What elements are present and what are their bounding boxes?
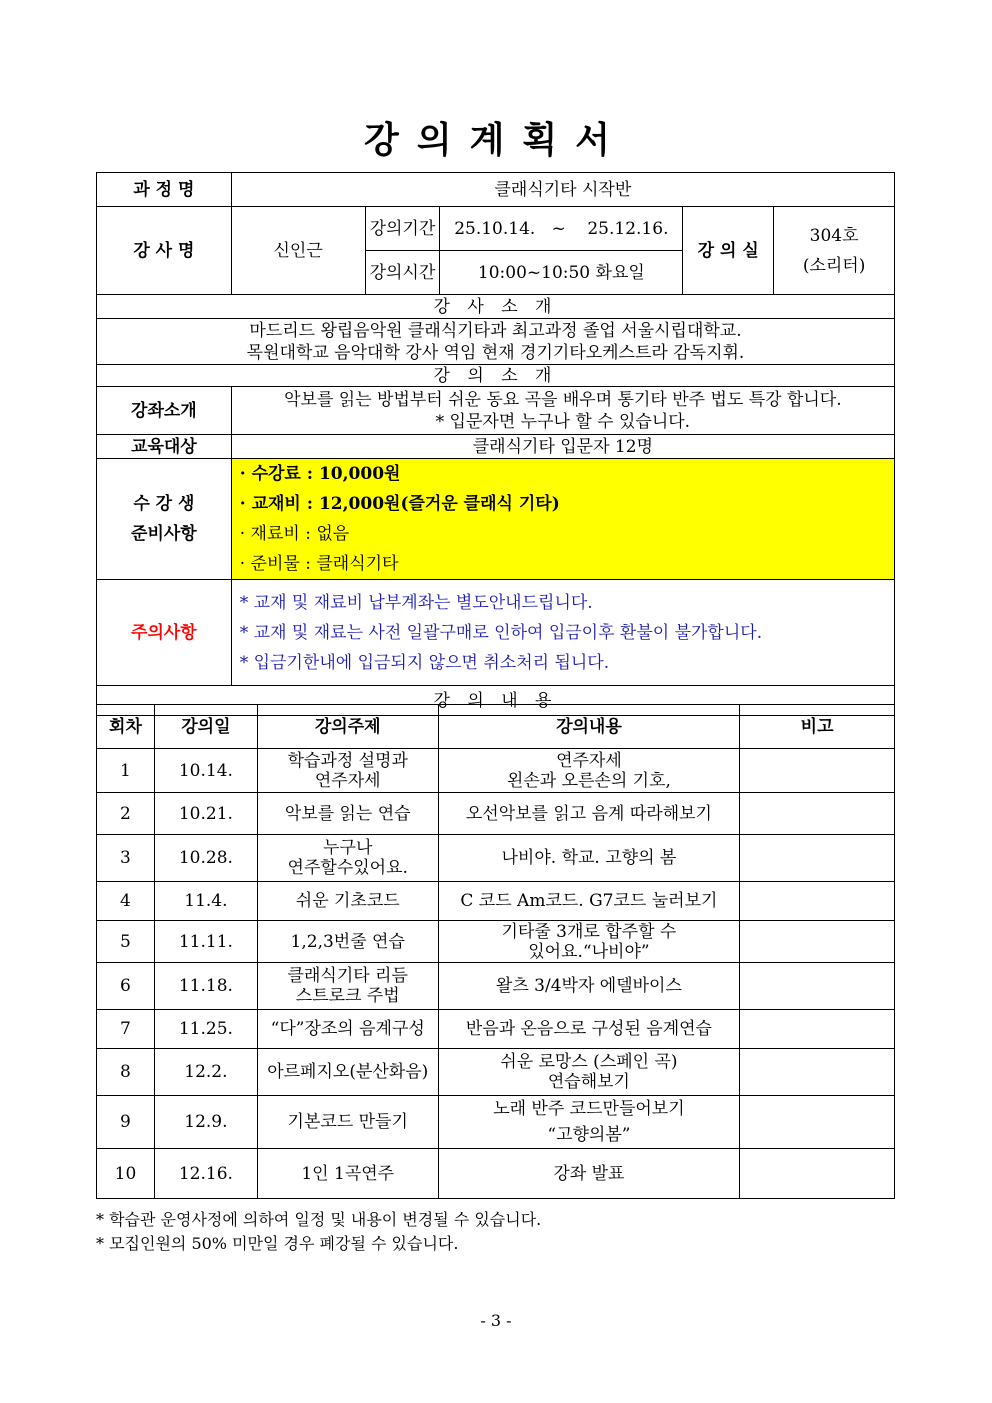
preparation-item: · 수강료 : 10,000원 (239, 464, 401, 484)
table-row (97, 963, 895, 1010)
instructor-intro-header: 강 사 소 개 (97, 295, 895, 319)
session-content-line: 노래 반주 코드만들어보기 (493, 1099, 685, 1119)
session-content (438, 1096, 740, 1149)
session-topic-line: 학습과정 설명과 (287, 750, 408, 771)
preparation-item: · 준비물 : 클래식기타 (239, 554, 399, 574)
session-number: 10 (97, 1149, 155, 1199)
session-content (438, 1149, 740, 1199)
session-note (740, 793, 895, 835)
session-topic (257, 749, 438, 793)
session-content (438, 835, 740, 882)
preparation-item: · 교재비 : 12,000원(즐거운 클래식 기타) (239, 494, 560, 514)
session-topic (257, 963, 438, 1010)
notice-item: * 교재 및 재료는 사전 일괄구매로 인하여 입금이후 환불이 불가합니다. (239, 622, 763, 643)
table-row (97, 793, 895, 835)
page-title: 강의계획서 (364, 119, 628, 161)
table-row (97, 835, 895, 882)
preparation-label-line: 수 강 생 (133, 494, 195, 514)
session-content-line: 왼손과 오른손의 기호, (506, 770, 671, 791)
session-content-line: C 코드 Am코드. G7코드 눌러보기 (460, 891, 718, 911)
notice-item: * 입금기한내에 입금되지 않으면 취소처리 됩니다. (239, 652, 610, 673)
session-date: 12.2. (154, 1049, 257, 1096)
footnote: * 모집인원의 50% 미만일 경우 폐강될 수 있습니다. (96, 1234, 459, 1253)
session-content-line: 반음과 온음으로 구성된 음계연습 (465, 1019, 712, 1039)
session-date: 10.21. (154, 793, 257, 835)
table-row (97, 1149, 895, 1199)
session-note (740, 963, 895, 1010)
session-topic-line: 악보를 읽는 연습 (284, 803, 411, 824)
session-content-line: 강좌 발표 (553, 1163, 625, 1184)
preparation-label (97, 459, 232, 580)
session-note (740, 1010, 895, 1049)
lecture-intro-body (231, 387, 894, 435)
column-header-note: 비고 (740, 705, 895, 749)
table-row (97, 882, 895, 921)
notice-label: 주의사항 (97, 580, 232, 686)
session-date: 12.16. (154, 1149, 257, 1199)
table-row (97, 1096, 895, 1149)
session-date: 11.11. (154, 921, 257, 963)
session-topic-line: 아르페지오(분산화음) (267, 1062, 429, 1082)
session-content (438, 882, 740, 921)
session-number: 1 (97, 749, 155, 793)
session-topic (257, 1049, 438, 1096)
notice-item: * 교재 및 재료비 납부계좌는 별도안내드립니다. (239, 592, 593, 613)
lecture-intro-header: 강 의 소 개 (97, 365, 895, 387)
session-topic-line: 연주할수있어요. (287, 858, 408, 878)
session-topic-line: “다”장조의 음계구성 (270, 1019, 425, 1039)
session-note (740, 749, 895, 793)
session-topic-line: 1인 1곡연주 (301, 1163, 395, 1184)
session-topic (257, 793, 438, 835)
session-content (438, 921, 740, 963)
session-content-line: 오선악보를 읽고 음계 따라해보기 (465, 803, 712, 824)
session-topic-line: 연주자세 (314, 770, 381, 791)
room-label: 강 의 실 (683, 207, 774, 295)
session-number: 2 (97, 793, 155, 835)
session-content (438, 1010, 740, 1049)
session-topic-line: 1,2,3번줄 연습 (290, 931, 405, 952)
content-header: 강 의 내 용 (97, 686, 895, 716)
session-content-line: “고향의봄” (547, 1125, 631, 1145)
preparation-label-line: 준비사항 (131, 524, 197, 544)
instructor-name: 신인근 (231, 207, 365, 295)
session-number: 8 (97, 1049, 155, 1096)
session-topic (257, 835, 438, 882)
session-topic (257, 1096, 438, 1149)
course-name-label: 과 정 명 (97, 173, 232, 207)
session-content (438, 749, 740, 793)
session-topic (257, 1010, 438, 1049)
footnotes (96, 1208, 541, 1256)
lecture-intro-line: 악보를 읽는 방법부터 쉬운 동요 곡을 배우며 통기타 반주 법도 특강 합니다. (284, 389, 842, 410)
target-label: 교육대상 (97, 435, 232, 459)
table-row (97, 749, 895, 793)
session-number: 4 (97, 882, 155, 921)
preparation-item: · 재료비 : 없음 (239, 524, 350, 544)
session-number: 5 (97, 921, 155, 963)
session-date: 11.4. (154, 882, 257, 921)
session-note (740, 1096, 895, 1149)
session-topic (257, 882, 438, 921)
session-content (438, 1049, 740, 1096)
session-content-line: 연습해보기 (547, 1072, 630, 1092)
session-content-line: 왈츠 3/4박자 에델바이스 (495, 976, 682, 996)
session-topic-line: 클래식기타 리듬 (287, 966, 408, 986)
session-note (740, 835, 895, 882)
session-content-line: 나비야. 학교. 고향의 봄 (501, 848, 677, 868)
session-number: 7 (97, 1010, 155, 1049)
session-topic-line: 누구나 (323, 838, 373, 858)
instructor-intro-line: 목원대학교 음악대학 강사 역임 현재 경기기타오케스트라 감독지휘. (246, 342, 745, 363)
instructor-intro-line: 마드리드 왕립음악원 클래식기타과 최고과정 졸업 서울시립대학교. (249, 320, 742, 341)
table-row (97, 1010, 895, 1049)
table-row (97, 1049, 895, 1096)
session-topic (257, 921, 438, 963)
column-header-topic: 강의주제 (257, 705, 438, 749)
session-content-line: 쉬운 로망스 (스페인 곡) (500, 1052, 678, 1072)
session-content (438, 963, 740, 1010)
session-date: 10.14. (154, 749, 257, 793)
room-name: (소리터) (802, 255, 866, 276)
session-content-line: 연주자세 (556, 750, 622, 771)
room-number: 304호 (809, 225, 859, 246)
lecture-intro-line: * 입문자면 누구나 할 수 있습니다. (435, 411, 691, 432)
session-topic-line: 쉬운 기초코드 (295, 891, 400, 911)
page-number: - 3 - (480, 1311, 512, 1330)
table-row (97, 921, 895, 963)
session-number: 6 (97, 963, 155, 1010)
period-value: 25.10.14. ~ 25.12.16. (440, 207, 683, 251)
session-topic (257, 1149, 438, 1199)
session-date: 11.18. (154, 963, 257, 1010)
session-number: 3 (97, 835, 155, 882)
instructor-label: 강 사 명 (97, 207, 232, 295)
period-label: 강의기간 (365, 207, 440, 251)
column-header-no: 회차 (97, 705, 155, 749)
notice-list (231, 580, 894, 686)
session-number: 9 (97, 1096, 155, 1149)
time-label: 강의시간 (365, 251, 440, 295)
session-date: 12.9. (154, 1096, 257, 1149)
session-content (438, 793, 740, 835)
column-header-content: 강의내용 (438, 705, 740, 749)
preparation-list (231, 459, 894, 580)
session-content-line: 있어요.“나비야” (528, 941, 650, 962)
room-value (774, 207, 895, 295)
session-note (740, 882, 895, 921)
instructor-intro-body (97, 319, 895, 365)
session-note (740, 1149, 895, 1199)
time-value: 10:00~10:50 화요일 (440, 251, 683, 295)
lecture-intro-label: 강좌소개 (97, 387, 232, 435)
session-topic-line: 스트로크 주법 (295, 986, 400, 1006)
session-topic-line: 기본코드 만들기 (287, 1112, 408, 1132)
session-date: 10.28. (154, 835, 257, 882)
session-note (740, 1049, 895, 1096)
schedule-table (96, 704, 895, 1199)
session-content-line: 기타줄 3개로 합주할 수 (501, 921, 677, 942)
session-note (740, 921, 895, 963)
course-info-table (96, 172, 895, 716)
footnote: * 학습관 운영사정에 의하여 일정 및 내용이 변경될 수 있습니다. (96, 1210, 542, 1229)
course-name-value: 클래식기타 시작반 (231, 173, 894, 207)
target-value: 클래식기타 입문자 12명 (231, 435, 894, 459)
column-header-date: 강의일 (154, 705, 257, 749)
session-date: 11.25. (154, 1010, 257, 1049)
